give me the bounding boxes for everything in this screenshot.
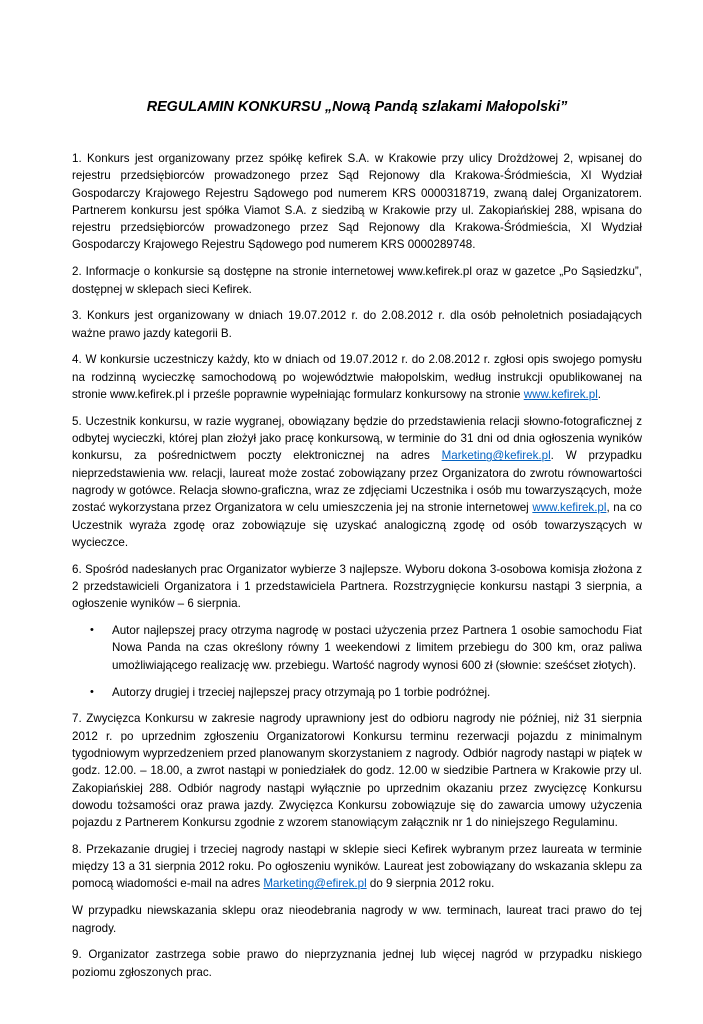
marketing-email-link[interactable]: Marketing@kefirek.pl — [441, 449, 551, 463]
paragraph-4 — [72, 351, 642, 403]
paragraph-5-text-a: 5. Uczestnik konkursu, w razie wygranej, obowiązany będzie do przedstawienia relacji słowno-fotograficznej z odbytej wycieczki, której plan złożył jako pracę konkursową, w terminie do 31 dni od dnia ogłoszenia wyników konkursu, za pośrednictwem poczty elektronicznej na adres — [72, 414, 642, 463]
marketing-email-link-2[interactable]: Marketing@efirek.pl — [263, 877, 367, 891]
document-title: REGULAMIN KONKURSU „Nową Pandą szlakami Małopolski” — [146, 99, 568, 115]
paragraph-5-text-c: , na co Uczestnik wyraża zgodę oraz zobowiązuje się uzyskać analogiczną zgodę od osób towarzyszących w wycieczce. — [72, 501, 642, 549]
kefirek-website-link[interactable]: www.kefirek.pl — [523, 388, 598, 402]
kefirek-website-link-2[interactable]: www.kefirek.pl — [532, 501, 607, 515]
document-page — [72, 0, 642, 1024]
paragraph-8b: W przypadku niewskazania sklepu oraz nieodebrania nagrody w ww. terminach, laureat traci prawo do tej nagrody. — [72, 904, 642, 935]
bullet-icon: • — [90, 685, 94, 698]
prize-list-item-1 — [72, 622, 642, 674]
paragraph-8 — [72, 841, 642, 893]
paragraph-8-text: 8. Przekazanie drugiej i trzeciej nagrody nastąpi w sklepie sieci Kefirek wybranym przez laureata w terminie między 13 a 31 sierpnia 2012 roku. Po ogłoszeniu wyników. Laureat jest zobowiązany do wskazania sklepu za pomocą wiadomości e-mail na adres — [72, 842, 642, 891]
paragraph-7: 7. Zwycięzca Konkursu w zakresie nagrody uprawniony jest do odbioru nagrody nie później, niż 31 sierpnia 2012 r. po uprzednim zgłoszeniu Organizatorowi Konkursu terminu rezerwacji pojazdu z minimalnym tygodniowym wyprzedzeniem przed planowanym skorzystaniem z nagrody. Odbiór nagrody nastąpi w piątek w godz. 12.00. – 18.00, a zwrot nastąpi w poniedziałek do godz. 12.00 w siedzibie Partnera w Krakowie przy ul. Zakopiańskiej 288. Odbiór nagrody nastąpi wyłącznie po uprzednim okazaniu przez zwycięzcę Konkursu dowodu tożsamości oraz prawa jazdy. Zwycięzca Konkursu zobowiązuje się do zawarcia umowy użyczenia pojazdu z Partnerem Konkursu zgodnie z wzorem stanowiącym załącznik nr 1 do niniejszego Regulaminu. — [72, 712, 642, 830]
paragraph-6: 6. Spośród nadesłanych prac Organizator wybierze 3 najlepsze. Wyboru dokona 3-osobowa komisja złożona z 2 przedstawicieli Organizatora i 1 przedstawiciela Partnera. Rozstrzygnięcie konkursu nastąpi 3 sierpnia, a ogłoszenie wyników – 6 sierpnia. — [72, 562, 642, 611]
paragraph-4-text: 4. W konkursie uczestniczy każdy, kto w dniach od 19.07.2012 r. do 2.08.2012 r. zgłosi opis swojego pomysłu na rodzinną wycieczkę samochodową po województwie małopolskim, według instrukcji opublikowanej na stronie www.kefirek.pl i prześle poprawnie wypełniając formularz konkursowy na stronie — [72, 353, 642, 402]
document-body — [72, 150, 642, 990]
paragraph-1: 1. Konkurs jest organizowany przez spółkę kefirek S.A. w Krakowie przy ulicy Drożdżowej 2, wpisanej do rejestru przedsiębiorców prowadzonego przez Sąd Rejonowy dla Krakowa-Śródmieścia, XI Wydział Gospodarczy Krajowego Rejestru Sądowego pod numerem KRS 0000318719, zwaną dalej Organizatorem. Partnerem konkursu jest spółka Viamot S.A. z siedzibą w Krakowie przy ul. Zakopiańskiej 288, wpisana do rejestru przedsiębiorców prowadzonego przez Sąd Rejonowy dla Krakowa-Śródmieścia, XI Wydział Gospodarczy Krajowego Rejestru Sądowego pod numerem KRS 0000289748. — [72, 152, 642, 252]
prize-list-item-2-text: Autorzy drugiej i trzeciej najlepszej pracy otrzymają po 1 torbie podróżnej. — [112, 685, 491, 699]
paragraph-2: 2. Informacje o konkursie są dostępne na stronie internetowej www.kefirek.pl oraz w gazetce „Po Sąsiedzku”, dostępnej w sklepach sieci Kefirek. — [72, 265, 642, 296]
paragraph-5 — [72, 413, 642, 551]
paragraph-5-text-b: . W przypadku nieprzedstawienia ww. relacji, laureat może zostać zobowiązany przez Organizatora do zwrotu równowartości nagrody w gotówce. Relacja słowno-graficzna, wraz ze zdjęciami Uczestnika i osób mu towarzyszących, może zostać wykorzystana przez Organizatora w celu umieszczenia jej na stronie internetowej — [72, 449, 642, 515]
paragraph-4-end: . — [597, 388, 602, 402]
paragraph-8-end: do 9 sierpnia 2012 roku. — [366, 877, 495, 891]
prize-list — [72, 622, 642, 701]
prize-list-item-2 — [72, 684, 642, 701]
bullet-icon: • — [90, 624, 94, 637]
prize-list-item-1-text: Autor najlepszej pracy otrzyma nagrodę w postaci użyczenia przez Partnera 1 osobie samochodu Fiat Nowa Panda na czas określony równy 1 weekendowi z limitem przebiegu do 300 km, oraz paliwa umożliwiającego realizację ww. przebiegu. Wartość nagrody wynosi 600 zł (słownie: sześćset złotych). — [112, 624, 642, 672]
paragraph-3: 3. Konkurs jest organizowany w dniach 19.07.2012 r. do 2.08.2012 r. dla osób pełnoletnich posiadających ważne prawo jazdy kategorii B. — [72, 309, 642, 340]
paragraph-9: 9. Organizator zastrzega sobie prawo do nieprzyznania jednej lub więcej nagród w przypadku niskiego poziomu zgłoszonych prac. — [72, 948, 642, 979]
